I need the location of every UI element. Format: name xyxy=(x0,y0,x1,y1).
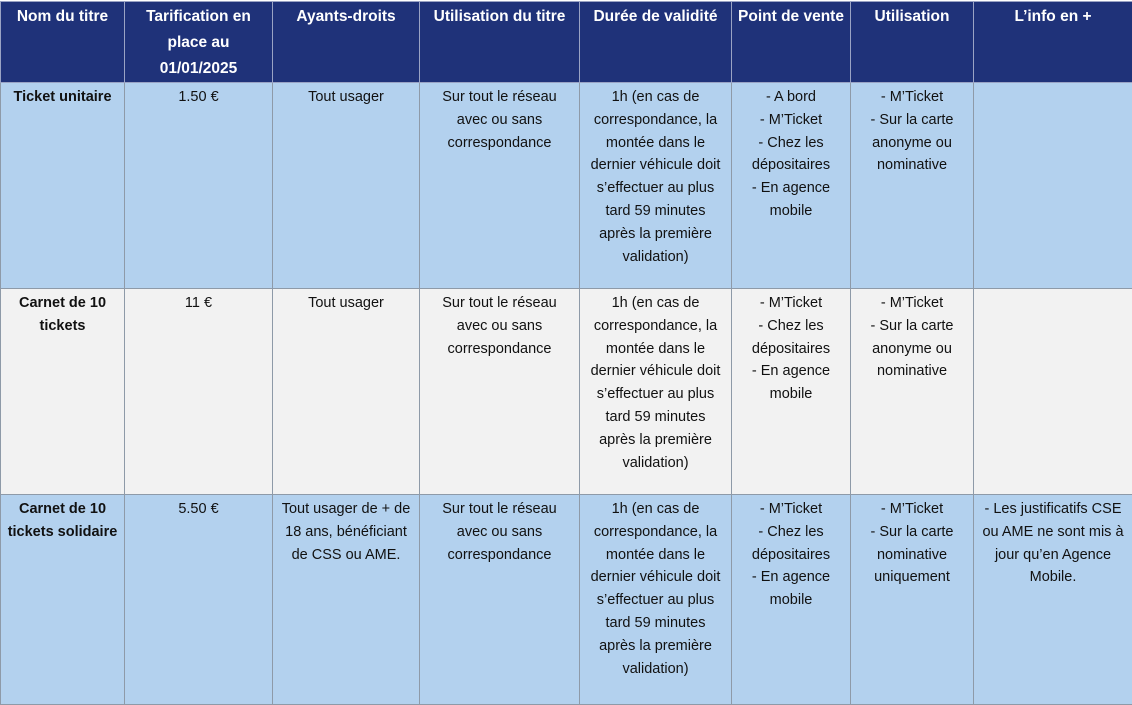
header-utilisation: Utilisation xyxy=(851,2,974,83)
header-info-en-plus: L’info en + xyxy=(974,2,1132,83)
header-utilisation-du-titre: Utilisation du titre xyxy=(420,2,580,83)
cell-info: - Les justificatifs CSE ou AME ne sont mis à jour qu’en Agence Mobile. xyxy=(974,495,1132,705)
cell-price: 1.50 € xyxy=(125,83,273,289)
cell-validity: 1h (en cas de correspondance, la montée dans le dernier véhicule doit s’effectuer au plus tard 59 minutes après la première validation) xyxy=(580,83,732,289)
header-point-de-vente: Point de vente xyxy=(732,2,851,83)
cell-price: 5.50 € xyxy=(125,495,273,705)
cell-price: 11 € xyxy=(125,289,273,495)
cell-usage: Sur tout le réseau avec ou sans correspondance xyxy=(420,495,580,705)
cell-eligibility: Tout usager xyxy=(273,83,420,289)
cell-sales-points: - A bord - M’Ticket - Chez les dépositaires - En agence mobile xyxy=(732,83,851,289)
cell-usage: Sur tout le réseau avec ou sans correspondance xyxy=(420,83,580,289)
cell-utilisation: - M’Ticket - Sur la carte anonyme ou nominative xyxy=(851,83,974,289)
header-nom-du-titre: Nom du titre xyxy=(1,2,125,83)
table-row xyxy=(1,83,1132,289)
table-row xyxy=(1,495,1132,705)
cell-title-name: Ticket unitaire xyxy=(1,83,125,289)
header-row xyxy=(1,2,1132,83)
cell-info xyxy=(974,289,1132,495)
table-row xyxy=(1,289,1132,495)
tariff-table xyxy=(0,1,1132,705)
cell-sales-points: - M’Ticket - Chez les dépositaires - En agence mobile xyxy=(732,495,851,705)
cell-eligibility: Tout usager xyxy=(273,289,420,495)
header-tarification: Tarification en place au 01/01/2025 xyxy=(125,2,273,83)
table-header xyxy=(1,2,1132,83)
cell-info xyxy=(974,83,1132,289)
cell-usage: Sur tout le réseau avec ou sans correspondance xyxy=(420,289,580,495)
cell-utilisation: - M’Ticket - Sur la carte anonyme ou nominative xyxy=(851,289,974,495)
cell-validity: 1h (en cas de correspondance, la montée dans le dernier véhicule doit s’effectuer au plus tard 59 minutes après la première validation) xyxy=(580,289,732,495)
cell-utilisation: - M’Ticket - Sur la carte nominative uniquement xyxy=(851,495,974,705)
cell-eligibility: Tout usager de + de 18 ans, bénéficiant de CSS ou AME. xyxy=(273,495,420,705)
header-ayants-droits: Ayants-droits xyxy=(273,2,420,83)
header-duree-de-validite: Durée de validité xyxy=(580,2,732,83)
cell-title-name: Carnet de 10 tickets solidaire xyxy=(1,495,125,705)
cell-validity: 1h (en cas de correspondance, la montée dans le dernier véhicule doit s’effectuer au plus tard 59 minutes après la première validation) xyxy=(580,495,732,705)
cell-title-name: Carnet de 10 tickets xyxy=(1,289,125,495)
table-body xyxy=(1,83,1132,705)
cell-sales-points: - M’Ticket - Chez les dépositaires - En agence mobile xyxy=(732,289,851,495)
